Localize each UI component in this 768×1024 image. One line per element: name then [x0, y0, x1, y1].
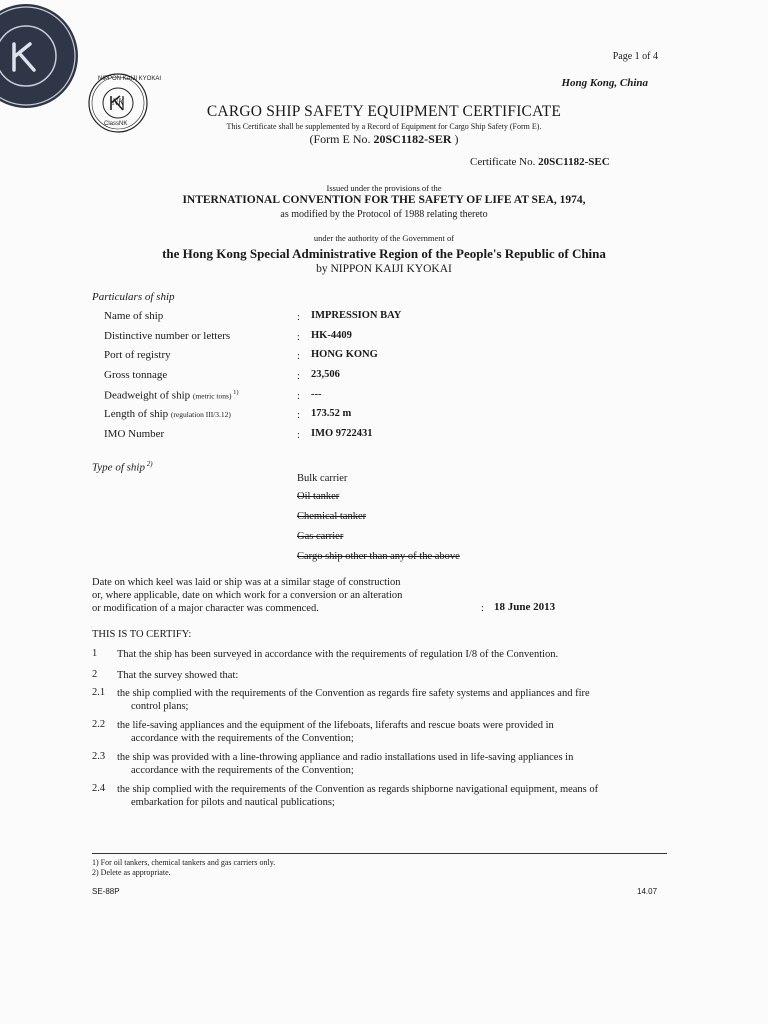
particular-colon: :	[297, 332, 300, 343]
convention-title: INTERNATIONAL CONVENTION FOR THE SAFETY OF LIFE AT SEA, 1974,	[182, 194, 586, 206]
particular-label	[104, 369, 167, 381]
certify-item-text: accordance with the requirements of the Convention;	[131, 733, 354, 744]
certify-item-number: 2	[92, 669, 98, 680]
keel-description	[92, 576, 402, 615]
certificate-number-line	[470, 156, 610, 168]
certify-item-text: the ship complied with the requirements of the Convention as regards shipborne navigational equipment, means of	[117, 784, 599, 795]
keel-line-2: or, where applicable, date on which work for a conversion or an alteration	[92, 590, 403, 601]
certify-item-text: accordance with the requirements of the Convention;	[131, 765, 354, 776]
keel-date: 18 June 2013	[494, 601, 556, 613]
particular-value: IMPRESSION BAY	[311, 310, 402, 321]
certify-item-text: embarkation for pilots and nautical publications;	[131, 797, 335, 808]
particular-label-text: Distinctive number or letters	[104, 330, 231, 342]
authority-line: under the authority of the Government of	[313, 233, 455, 243]
particular-value: HK-4409	[311, 330, 352, 341]
ship-type-struck: Gas carrier	[297, 531, 344, 542]
particular-label-text: Gross tonnage	[104, 369, 168, 381]
particular-value: 23,506	[311, 369, 340, 380]
government-name: the Hong Kong Special Administrative Region of the People's Republic of China	[162, 246, 606, 261]
certify-item-text: That the ship has been surveyed in accordance with the requirements of regulation I/8 of the Convention.	[117, 649, 559, 660]
particular-value: 173.52 m	[311, 408, 352, 419]
particular-colon: :	[297, 430, 300, 441]
particular-value: HONG KONG	[311, 349, 378, 360]
particular-label-note: (regulation III/3.12)	[170, 410, 231, 419]
keel-line-3: or modification of a major character was commenced.	[92, 603, 319, 614]
particular-label-text: Name of ship	[104, 310, 164, 322]
certify-item-number: 2.1	[92, 687, 106, 698]
particular-colon: :	[297, 351, 300, 362]
certificate-number: 20SC1182-SEC	[538, 156, 610, 168]
particular-value: IMO 9722431	[311, 428, 373, 439]
particular-label	[104, 310, 163, 322]
particular-label-sup: 1)	[231, 389, 239, 396]
supplement-note: This Certificate shall be supplemented by a Record of Equipment for Cargo Ship Safety (Form E).	[226, 122, 542, 131]
particulars-heading: Particulars of ship	[92, 291, 175, 303]
ship-type-selected: Bulk carrier	[297, 473, 348, 484]
certify-item-text: control plans;	[131, 701, 189, 712]
form-code: SE-88P	[92, 887, 120, 896]
particular-label	[104, 330, 230, 342]
form-number: 20SC1182-SER	[373, 132, 452, 146]
seal-class: ClassNK	[104, 121, 128, 127]
keel-line-1: Date on which keel was laid or ship was at a similar stage of construction	[92, 577, 401, 588]
particular-colon: :	[297, 391, 300, 402]
form-number-line	[0, 132, 768, 147]
page-number: Page 1 of 4	[612, 51, 658, 62]
issued-under: Issued under the provisions of the	[326, 183, 442, 193]
particular-label-text: IMO Number	[104, 428, 165, 440]
ship-type-struck: Chemical tanker	[297, 511, 367, 522]
certify-item-text: the ship complied with the requirements of the Convention as regards fire safety systems and appliances and fire	[117, 688, 590, 699]
certify-item-number: 2.4	[92, 783, 106, 794]
footnote-1: 1) For oil tankers, chemical tankers and gas carriers only.	[92, 858, 276, 867]
seal-text: NIPPON KAIJI KYOKAI	[98, 76, 162, 82]
form-prefix: (Form E No.	[309, 132, 374, 146]
form-suffix: )	[451, 132, 459, 146]
certify-item-number: 1	[92, 648, 98, 659]
particular-colon: :	[297, 312, 300, 323]
particular-label-text: Deadweight of ship	[104, 389, 193, 402]
particular-label	[104, 389, 238, 402]
type-heading-text: Type of ship	[92, 461, 145, 474]
protocol-note: as modified by the Protocol of 1988 relating thereto	[280, 209, 488, 220]
certify-item-number: 2.3	[92, 751, 106, 762]
certify-item-text: the life-saving appliances and the equipment of the lifeboats, liferafts and rescue boats were provided in	[117, 720, 554, 731]
type-of-ship-heading	[92, 460, 153, 474]
embossed-seal-icon	[0, 4, 78, 108]
particular-label-note: (metric tons)	[192, 391, 232, 401]
footnote-2: 2) Delete as appropriate.	[92, 868, 171, 877]
cert-no-label: Certificate No.	[470, 156, 539, 168]
type-heading-sup: 2)	[144, 460, 153, 468]
particular-colon: :	[297, 410, 300, 421]
place-of-issue: Hong Kong, China	[561, 77, 648, 89]
particular-label	[104, 349, 171, 361]
ship-type-struck: Oil tanker	[297, 491, 340, 502]
particular-label	[104, 428, 164, 440]
form-revision: 14.07	[637, 887, 658, 896]
keel-colon: :	[481, 603, 484, 614]
particular-label-text: Port of registry	[104, 349, 171, 361]
particular-colon: :	[297, 371, 300, 382]
particular-value: ---	[311, 389, 322, 400]
certify-item-text: That the survey showed that:	[117, 670, 239, 681]
particular-label	[104, 408, 231, 420]
ship-type-struck: Cargo ship other than any of the above	[297, 551, 460, 562]
footnote-divider	[92, 853, 667, 854]
issuing-society: by NIPPON KAIJI KYOKAI	[316, 263, 452, 275]
certify-item-number: 2.2	[92, 719, 106, 730]
seal-monogram: NK	[112, 97, 125, 107]
certify-heading: THIS IS TO CERTIFY:	[92, 629, 192, 640]
certify-item-text: the ship was provided with a line-throwing appliance and radio installations used in life-saving appliances in	[117, 752, 574, 763]
particular-label-text: Length of ship	[104, 408, 171, 420]
certificate-title: CARGO SHIP SAFETY EQUIPMENT CERTIFICATE	[206, 103, 562, 120]
